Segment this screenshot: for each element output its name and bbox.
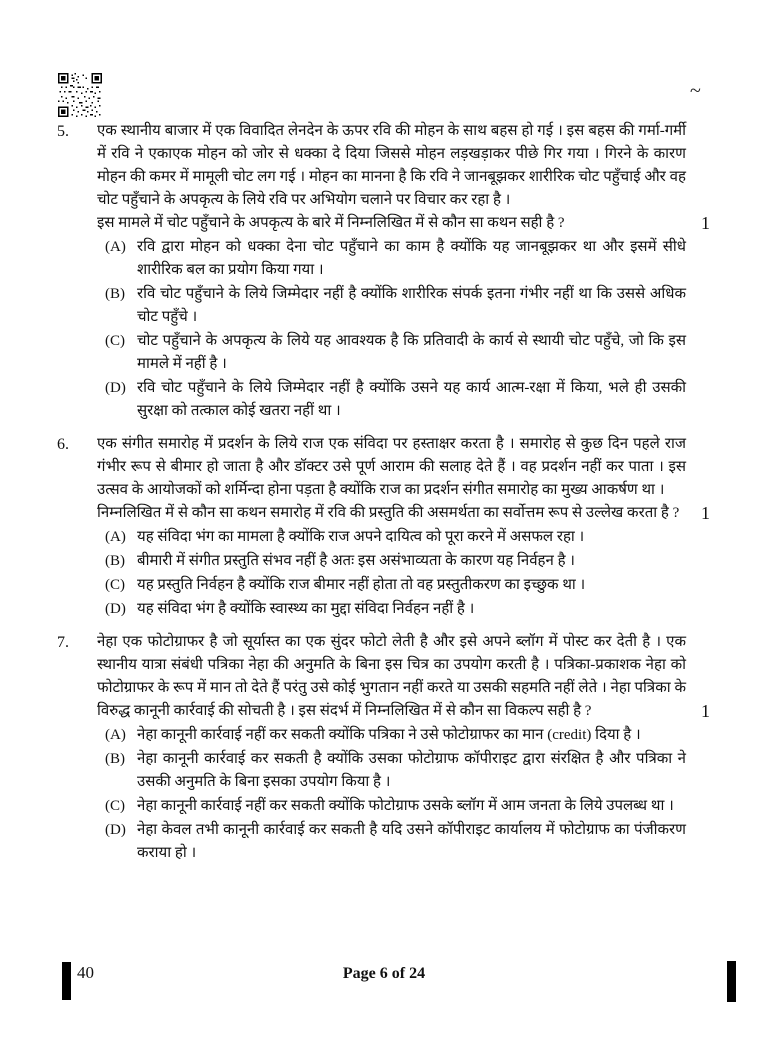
option-a-label: (A) bbox=[105, 239, 126, 255]
question-5-statement: एक स्थानीय बाजार में एक विवादित लेनदेन के ऊपर रवि की मोहन के साथ बहस हो गई । इस बहस की गर्मा-गर्मी में रवि ने एकाएक मोहन को जोर से धक्का दे दिया जिससे मोहन लड़खड़ाकर पीछे गिर गया । गिरने के कारण मोहन की कमर में मामूली चोट लग गई । मोहन का मानना है कि रवि ने जानबूझकर शारीरिक चोट पहुँचाई और वह चोट पहुँचाने के अपकृत्य के लिये रवि पर अभियोग चलाने पर विचार कर रहा है । bbox=[97, 123, 686, 208]
option-a bbox=[105, 724, 710, 747]
qr-code bbox=[58, 73, 102, 117]
option-b bbox=[105, 550, 710, 573]
option-d bbox=[105, 598, 710, 621]
option-c-label: (C) bbox=[105, 333, 125, 349]
option-d bbox=[105, 819, 710, 865]
option-d-label: (D) bbox=[105, 380, 126, 396]
option-b bbox=[105, 283, 710, 329]
question-5-question bbox=[97, 212, 710, 235]
option-c-label: (C) bbox=[105, 798, 125, 814]
option-a bbox=[105, 526, 710, 549]
option-c bbox=[105, 330, 710, 376]
option-d-text: नेहा केवल तभी कानूनी कार्रवाई कर सकती है यदि उसने कॉपीराइट कार्यालय में फोटोग्राफ का पंजीकरण कराया हो । bbox=[137, 822, 686, 861]
option-b-text: बीमारी में संगीत प्रस्तुति संभव नहीं है अतः इस असंभाव्यता के कारण यह निर्वहन है । bbox=[137, 553, 575, 569]
option-b-label: (B) bbox=[105, 286, 125, 302]
question-6-question-text: निम्नलिखित में से कौन सा कथन समारोह में रवि की प्रस्तुति की असमर्थता का सर्वोत्तम रूप से उल्लेख करता है ? bbox=[97, 505, 680, 521]
option-a-text: रवि द्वारा मोहन को धक्का देना चोट पहुँचाने का काम है क्योंकि यह जानबूझकर था और इसमें सीधे शारीरिक बल का प्रयोग किया गया । bbox=[137, 239, 686, 278]
footer-page-number: Page 6 of 24 bbox=[342, 965, 426, 982]
question-7 bbox=[57, 631, 710, 865]
option-a-label: (A) bbox=[105, 727, 126, 743]
option-c-text: चोट पहुँचाने के अपकृत्य के लिये यह आवश्यक है कि प्रतिवादी के कार्य से स्थायी चोट पहुँचे, जो कि इस मामले में नहीं है । bbox=[137, 333, 686, 372]
question-6-body bbox=[97, 433, 710, 621]
question-6-statement: एक संगीत समारोह में प्रदर्शन के लिये राज एक संविदा पर हस्ताक्षर करता है । समारोह से कुछ दिन पहले राज गंभीर रूप से बीमार हो जाता है और डॉक्टर उसे पूर्ण आराम की सलाह देते हैं । वह प्रदर्शन नहीं कर पाता । इस उत्सव के आयोजकों को शर्मिन्दा होना पड़ता है क्योंकि राज का प्रदर्शन संगीत समारोह का मुख्य आकर्षण था । bbox=[97, 436, 686, 498]
question-6-options bbox=[105, 526, 710, 621]
option-b-text: रवि चोट पहुँचाने के लिये जिम्मेदार नहीं है क्योंकि शारीरिक संपर्क इतना गंभीर नहीं था कि उससे अधिक चोट पहुँचे । bbox=[137, 286, 686, 325]
question-7-statement bbox=[97, 631, 710, 723]
option-a-text: यह संविदा भंग का मामला है क्योंकि राज अपने दायित्व को पूरा करने में असफल रहा । bbox=[137, 529, 585, 545]
option-b-text: नेहा कानूनी कार्रवाई कर सकती है क्योंकि उसका फोटोग्राफ कॉपीराइट द्वारा संरक्षित है और पत्रिका ने उसकी अनुमति के बिना इसका उपयोग किया है । bbox=[137, 751, 686, 790]
footer-booklet-code: 40 bbox=[77, 963, 94, 982]
questions-area bbox=[57, 120, 710, 865]
question-6-number: 6. bbox=[57, 436, 69, 453]
option-d-text: यह संविदा भंग है क्योंकि स्वास्थ्य का मुद्दा संविदा निर्वहन नहीं है । bbox=[137, 601, 475, 617]
option-b-label: (B) bbox=[105, 751, 125, 767]
question-5 bbox=[57, 120, 710, 423]
question-5-marks: 1 bbox=[701, 213, 710, 233]
option-b-label: (B) bbox=[105, 553, 125, 569]
question-7-number: 7. bbox=[57, 634, 69, 651]
option-a-text: नेहा कानूनी कार्रवाई नहीं कर सकती क्योंकि पत्रिका ने उसे फोटोग्राफर का मान (credit) दिया है । bbox=[137, 727, 641, 743]
option-a bbox=[105, 236, 710, 282]
question-7-body bbox=[97, 631, 710, 865]
option-d-label: (D) bbox=[105, 601, 126, 617]
option-c bbox=[105, 574, 710, 597]
option-a-label: (A) bbox=[105, 529, 126, 545]
question-5-options bbox=[105, 236, 710, 423]
question-5-body bbox=[97, 120, 710, 423]
option-d-label: (D) bbox=[105, 822, 126, 838]
option-c-text: यह प्रस्तुति निर्वहन है क्योंकि राज बीमार नहीं होता तो वह प्रस्तुतीकरण का इच्छुक था । bbox=[137, 577, 586, 593]
option-c bbox=[105, 795, 710, 818]
question-6-marks: 1 bbox=[701, 503, 710, 523]
question-6-question bbox=[97, 502, 710, 525]
question-7-options bbox=[105, 724, 710, 865]
option-c-text: नेहा कानूनी कार्रवाई नहीं कर सकती क्योंकि फोटोग्राफ उसके ब्लॉग में आम जनता के लिये उपलब्ध था । bbox=[137, 798, 674, 814]
option-c-label: (C) bbox=[105, 577, 125, 593]
corner-tilde-mark: ~ bbox=[690, 80, 701, 102]
question-7-marks: 1 bbox=[701, 701, 710, 721]
footer-right-bar bbox=[727, 961, 736, 1002]
question-7-statement-text: नेहा एक फोटोग्राफर है जो सूर्यास्त का एक सुंदर फोटो लेती है और इसे अपने ब्लॉग में पोस्ट कर देती है । एक स्थानीय यात्रा संबंधी पत्रिका नेहा की अनुमति के बिना इस चित्र का उपयोग करती है । पत्रिका-प्रकाशक नेहा को फोटोग्राफर के रूप में मान तो देते हैं परंतु उसे कोई भुगतान नहीं करते या उसकी सहमति नहीं लेते । नेहा पत्रिका के विरुद्ध कानूनी कार्रवाई की सोचती है । इस संदर्भ में निम्नलिखित में से कौन सा विकल्प सही है ? bbox=[97, 634, 686, 719]
question-5-number: 5. bbox=[57, 123, 69, 140]
question-5-question-text: इस मामले में चोट पहुँचाने के अपकृत्य के बारे में निम्नलिखित में से कौन सा कथन सही है ? bbox=[97, 215, 565, 231]
option-d bbox=[105, 377, 710, 423]
question-6 bbox=[57, 433, 710, 621]
option-b bbox=[105, 748, 710, 794]
option-d-text: रवि चोट पहुँचाने के लिये जिम्मेदार नहीं है क्योंकि उसने यह कार्य आत्म-रक्षा में किया, भले ही उसकी सुरक्षा को तत्काल कोई खतरा नहीं था । bbox=[137, 380, 686, 419]
